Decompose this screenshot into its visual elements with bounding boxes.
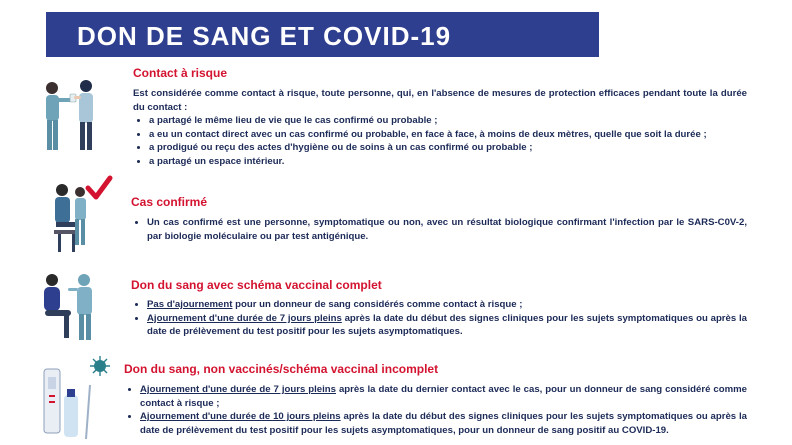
- section-title-schema-complet: Don du sang avec schéma vaccinal complet: [131, 278, 382, 292]
- bullet-list: [124, 383, 747, 437]
- bullet-list: [133, 114, 747, 168]
- list-item: • Ajournement d'une durée de 10 jours pleins après la date du début des signes cliniques pour les sujets symptomatiques ou après la date de prélèvement du test positif pour les sujets asymptomatiques, pour un donneur de sang positif au COVID-19.: [140, 410, 747, 437]
- list-item: • Ajournement d'une durée de 7 jours pleins après la date du début des signes cliniques pour les sujets symptomatiques ou après la date de prélèvement du test positif pour les sujets asymptomatiques.: [147, 312, 747, 339]
- section-title-non-vaccines: Don du sang, non vaccinés/schéma vaccinal incomplet: [124, 362, 439, 376]
- test-checkmark-illustration: [48, 172, 114, 254]
- list-item: • a prodigué ou reçu des actes d'hygiène ou de soins à un cas confirmé ou probable ;: [149, 141, 747, 155]
- emphasis-link-text: Ajournement d'une durée de 10 jours pleins: [140, 411, 341, 423]
- nasal-swab-illustration: [40, 268, 102, 344]
- person-left-figure: [46, 82, 76, 150]
- bullet-list: [131, 216, 747, 243]
- section-body-schema-complet: [131, 298, 747, 339]
- checkmark-icon: [88, 178, 110, 197]
- emphasis-link-text: Ajournement d'une durée de 7 jours pleins: [147, 312, 342, 324]
- page-title: DON DE SANG ET COVID-19: [77, 21, 452, 51]
- virus-icon: [90, 356, 110, 376]
- test-kit-virus-illustration: [40, 355, 114, 445]
- section-title-cas-confirme: Cas confirmé: [131, 195, 208, 209]
- title-banner: [46, 12, 599, 57]
- person-right-figure: [74, 80, 93, 150]
- emphasis-link-text: Ajournement d'une durée de 7 jours pleins: [140, 384, 336, 395]
- list-item: • Un cas confirmé est une personne, symptomatique ou non, avec un résultat biologique confirmant l'infection par le SARS-C0V-2, par biologie moléculaire ou par test antigénique.: [147, 216, 747, 243]
- list-item: • Ajournement d'une durée de 7 jours pleins après la date du dernier contact avec le cas, pour un donneur de sang considéré comme contact à risque ;: [140, 383, 747, 410]
- list-item: • a eu un contact direct avec un cas confirmé ou probable, en face à face, à moins de deux mètres, quelle que soit la durée ;: [149, 128, 747, 142]
- emphasis-link-text: Pas d'ajournement: [147, 299, 233, 310]
- section-title-contact-risque: Contact à risque: [133, 66, 228, 80]
- section-body-contact-risque: [133, 87, 747, 169]
- section-intro: Est considérée comme contact à risque, toute personne, qui, en l'absence de mesures de protection efficaces pendant toute la durée du contact :: [133, 88, 747, 113]
- section-body-cas-confirme: [131, 216, 747, 243]
- list-item: • a partagé le même lieu de vie que le cas confirmé ou probable ;: [149, 114, 747, 128]
- bullet-list: [131, 298, 747, 339]
- contact-people-illustration: [36, 76, 104, 156]
- section-body-non-vaccines: [124, 383, 747, 437]
- list-item: • a partagé un espace intérieur.: [149, 155, 747, 169]
- list-item: • Pas d'ajournement pour un donneur de sang considérés comme contact à risque ;: [147, 298, 747, 312]
